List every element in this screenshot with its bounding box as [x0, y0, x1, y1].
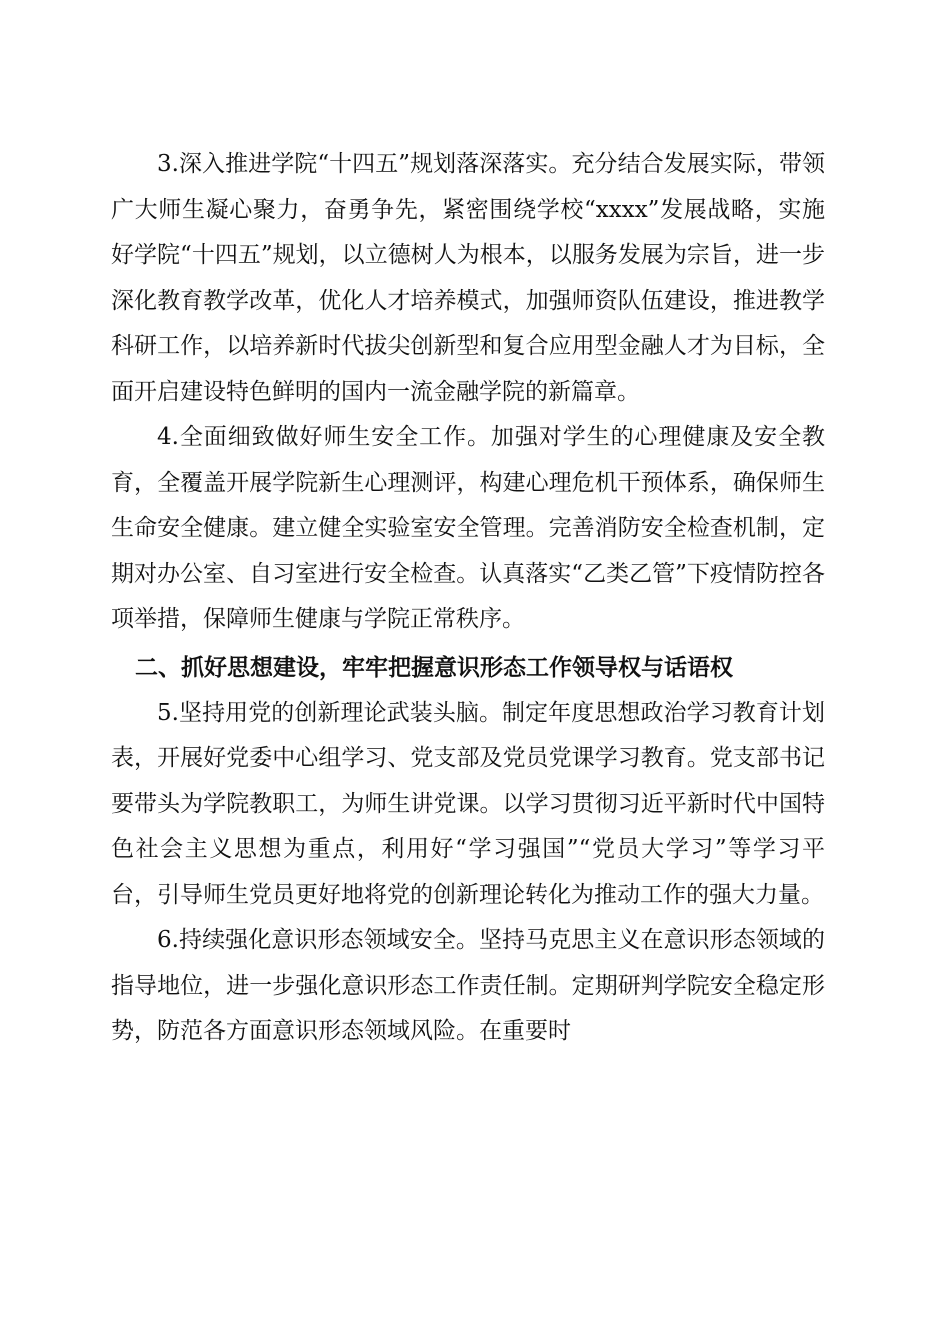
paragraph-6: 6.持续强化意识形态领域安全。坚持马克思主义在意识形态领域的指导地位，进一步强化意识形态工作责任制。定期研判学院安全稳定形势，防范各方面意识形态领域风险。在重要时: [111, 927, 825, 1044]
section-heading-2: 二、抓好思想建设，牢牢把握意识形态工作领导权与话语权: [135, 654, 733, 681]
paragraph-5: 5.坚持用党的创新理论武装头脑。制定年度思想政治学习教育计划表，开展好党委中心组学习、党支部及党员党课学习教育。党支部书记要带头为学院教职工，为师生讲党课。以学习贯彻习近平新时代中国特色社会主义思想为重点，利用好“学习强国”“党员大学习”等学习平台，引导师生党员更好地将党的创新理论转化为推动工作的强大力量。: [111, 699, 825, 908]
document-body: [111, 142, 825, 1055]
paragraph-3: 3.深入推进学院“十四五”规划落深落实。充分结合发展实际，带领广大师生凝心聚力，奋勇争先，紧密围绕学校“xxxx”发展战略，实施好学院“十四五”规划，以立德树人为根本，以服务发展为宗旨，进一步深化教育教学改革，优化人才培养模式，加强师资队伍建设，推进教学科研工作，以培养新时代拔尖创新型和复合应用型金融人才为目标，全面开启建设特色鲜明的国内一流金融学院的新篇章。: [111, 151, 825, 405]
paragraph-4: 4.全面细致做好师生安全工作。加强对学生的心理健康及安全教育，全覆盖开展学院新生心理测评，构建心理危机干预体系，确保师生生命安全健康。建立健全实验室安全管理。完善消防安全检查机制，定期对办公室、自习室进行安全检查。认真落实“乙类乙管”下疫情防控各项举措，保障师生健康与学院正常秩序。: [111, 424, 825, 632]
